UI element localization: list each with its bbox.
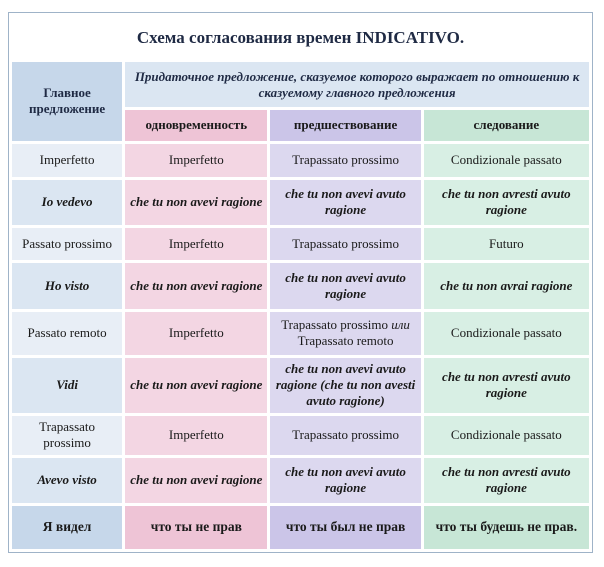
title-row <box>12 16 589 59</box>
simultaneity-cell: Imperfetto <box>125 228 267 261</box>
main-example-cell: Ho visto <box>12 263 122 308</box>
table-row <box>12 416 589 455</box>
table-title: Схема согласования времен INDICATIVO. <box>12 16 589 59</box>
main-tense-cell: Imperfetto <box>12 144 122 177</box>
header-simultaneity: одновременность <box>125 110 267 141</box>
posteriority-cell: che tu non avresti avuto ragione <box>424 458 589 503</box>
anteriority-cell: che tu non avevi avuto ragione (che tu non avesti avuto ragione) <box>270 358 420 413</box>
posteriority-cell: Condizionale passato <box>424 312 589 355</box>
posteriority-cell: che tu non avresti avuto ragione <box>424 180 589 225</box>
main-example-cell: Avevo visto <box>12 458 122 503</box>
anteriority-cell: Trapassato prossimo <box>270 416 420 455</box>
header-anteriority: предшествование <box>270 110 420 141</box>
header-posteriority: следование <box>424 110 589 141</box>
translation-main-cell: Я видел <box>12 506 122 549</box>
posteriority-cell: che tu non avresti avuto ragione <box>424 358 589 413</box>
posteriority-cell: Condizionale passato <box>424 416 589 455</box>
main-example-cell: Vidi <box>12 358 122 413</box>
anteriority-cell: che tu non avevi avuto ragione <box>270 458 420 503</box>
simultaneity-cell: che tu non avevi ragione <box>125 458 267 503</box>
table-row <box>12 263 589 308</box>
main-example-cell: Io vedevo <box>12 180 122 225</box>
main-tense-cell: Passato prossimo <box>12 228 122 261</box>
simultaneity-cell: Imperfetto <box>125 416 267 455</box>
translation-simultaneity-cell: что ты не прав <box>125 506 267 549</box>
simultaneity-cell: che tu non avevi ragione <box>125 358 267 413</box>
or-word: или <box>391 317 410 333</box>
anteriority-option-2: Trapassato remoto <box>297 333 394 349</box>
anteriority-cell: Trapassato prossimo <box>270 144 420 177</box>
posteriority-cell: Futuro <box>424 228 589 261</box>
tense-agreement-table-frame <box>8 12 593 553</box>
simultaneity-cell: che tu non avevi ragione <box>125 180 267 225</box>
table-row <box>12 358 589 413</box>
main-tense-cell: Passato remoto <box>12 312 122 355</box>
tense-agreement-table <box>9 13 592 552</box>
table-row <box>12 228 589 261</box>
translation-row <box>12 506 589 549</box>
table-row <box>12 458 589 503</box>
translation-posteriority-cell: что ты будешь не прав. <box>424 506 589 549</box>
main-tense-cell: Trapassato prossimo <box>12 416 122 455</box>
posteriority-cell: Condizionale passato <box>424 144 589 177</box>
translation-anteriority-cell: что ты был не прав <box>270 506 420 549</box>
simultaneity-cell: Imperfetto <box>125 144 267 177</box>
table-row <box>12 144 589 177</box>
anteriority-option-1: Trapassato prossimo <box>281 317 388 333</box>
table-row <box>12 312 589 355</box>
header-main-clause: Главное предложение <box>12 62 122 141</box>
simultaneity-cell: che tu non avevi ragione <box>125 263 267 308</box>
header-subordinate-desc: Придаточное предложение, сказуемое которого выражает по отношению к сказуемому главного предложения <box>125 62 589 107</box>
anteriority-cell: che tu non avevi avuto ragione <box>270 180 420 225</box>
header-row-1 <box>12 62 589 107</box>
anteriority-cell: che tu non avevi avuto ragione <box>270 263 420 308</box>
simultaneity-cell: Imperfetto <box>125 312 267 355</box>
anteriority-cell <box>270 312 420 355</box>
table-row <box>12 180 589 225</box>
posteriority-cell: che tu non avrai ragione <box>424 263 589 308</box>
anteriority-cell: Trapassato prossimo <box>270 228 420 261</box>
